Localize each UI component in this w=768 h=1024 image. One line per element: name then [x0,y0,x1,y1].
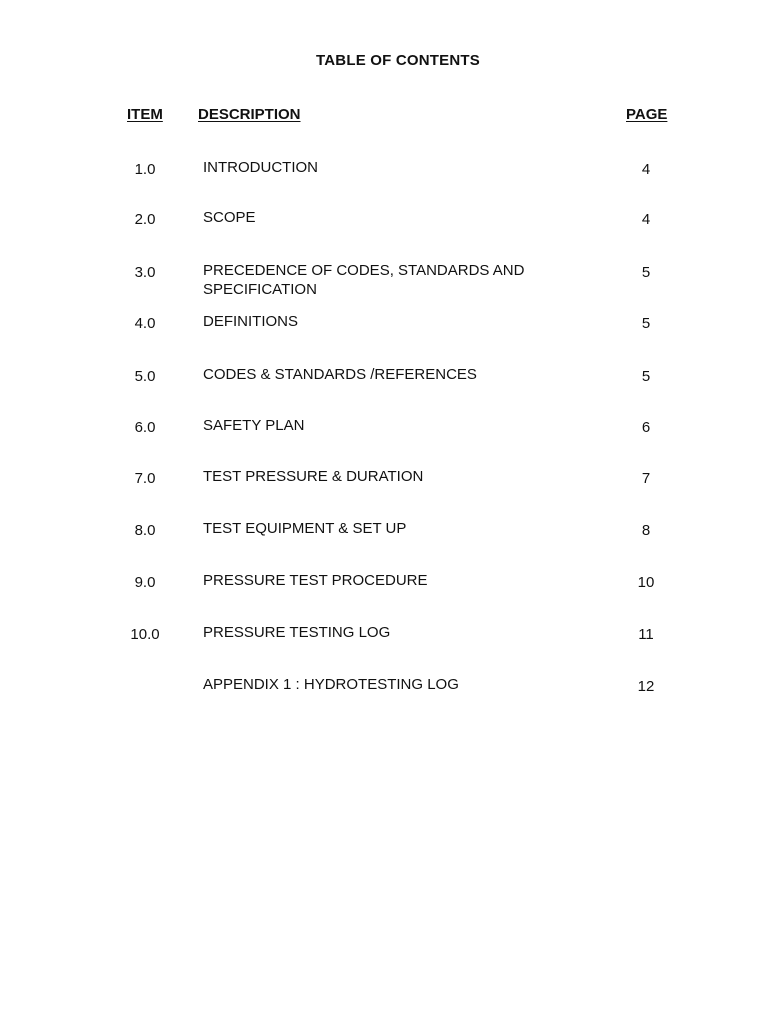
toc-item-page: 10 [637,574,655,591]
toc-item-page: 4 [641,161,651,178]
toc-item-number: 8.0 [134,522,156,539]
toc-item-description: TEST EQUIPMENT & SET UP [203,520,407,537]
toc-item-description: PRESSURE TEST PROCEDURE [203,572,428,589]
toc-item-number: 10.0 [130,626,160,643]
toc-item-number: 4.0 [134,315,156,332]
toc-item-number: 3.0 [134,264,156,281]
toc-item-number: 5.0 [134,368,156,385]
toc-item-number: 6.0 [134,419,156,436]
toc-item-page: 7 [641,470,651,487]
toc-item-description: SAFETY PLAN [203,417,305,434]
toc-item-description: TEST PRESSURE & DURATION [203,468,424,485]
column-header-page: PAGE [626,106,668,123]
toc-item-number: 1.0 [134,161,156,178]
toc-item-page: 5 [641,315,651,332]
toc-item-page: 5 [641,368,651,385]
toc-item-page: 5 [641,264,651,281]
toc-item-description: PRECEDENCE OF CODES, STANDARDS AND SPECIFICATION [203,262,525,298]
column-header-description: DESCRIPTION [198,106,301,123]
toc-item-description: CODES & STANDARDS /REFERENCES [203,366,477,383]
toc-item-page: 6 [641,419,651,436]
page-title: TABLE OF CONTENTS [316,52,480,69]
toc-item-number: 7.0 [134,470,156,487]
toc-item-description: INTRODUCTION [203,159,318,176]
toc-item-page: 4 [641,211,651,228]
toc-item-number: 2.0 [134,211,156,228]
toc-item-description: PRESSURE TESTING LOG [203,624,391,641]
toc-item-description: SCOPE [203,209,256,226]
column-header-item: ITEM [127,106,163,123]
toc-item-number: 9.0 [134,574,156,591]
toc-item-description: APPENDIX 1 : HYDROTESTING LOG [203,676,459,693]
toc-item-page: 11 [638,626,654,643]
toc-item-description: DEFINITIONS [203,313,299,330]
toc-item-page: 8 [641,522,651,539]
toc-item-page: 12 [637,678,655,695]
